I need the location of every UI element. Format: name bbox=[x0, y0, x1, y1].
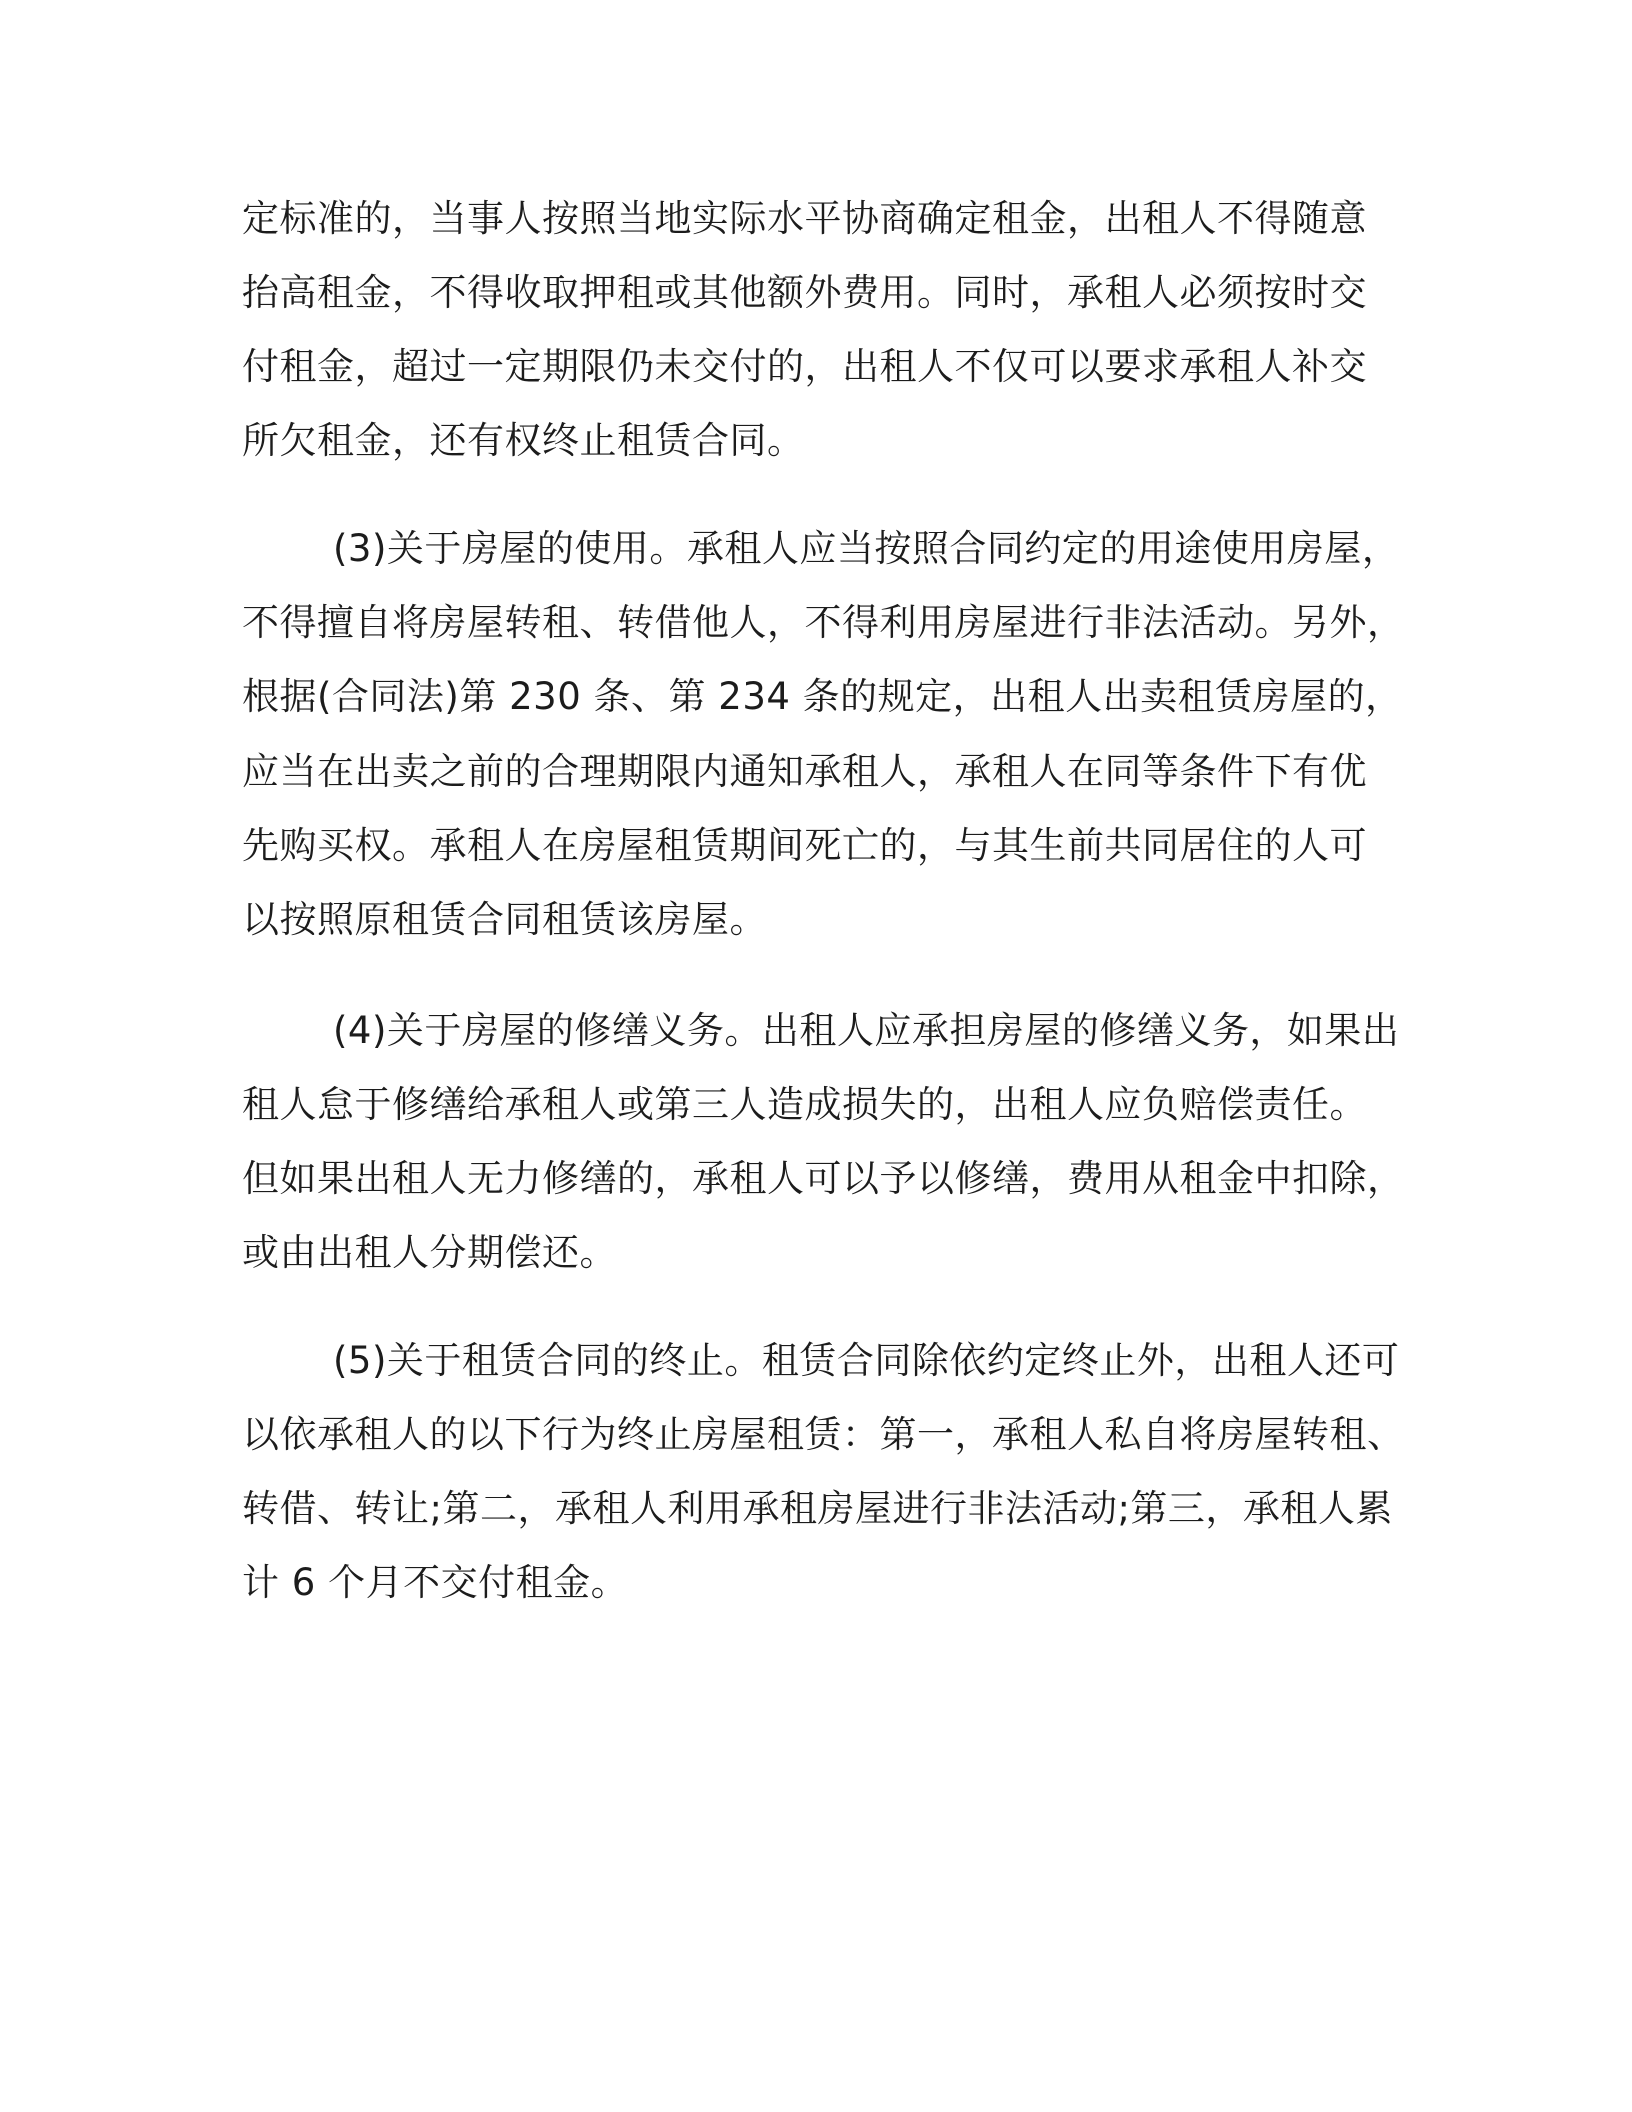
text-line: 计 6 个月不交付租金。 bbox=[242, 1561, 629, 1604]
text-line: 应当在出卖之前的合理期限内通知承租人，承租人在同等条件下有优 bbox=[242, 750, 1367, 793]
text-line: 租人怠于修缮给承租人或第三人造成损失的，出租人应负赔偿责任。 bbox=[242, 1083, 1367, 1126]
text-line: 不得擅自将房屋转租、转借他人，不得利用房屋进行非法活动。另外， bbox=[242, 601, 1405, 644]
text-line: (3)关于房屋的使用。承租人应当按照合同约定的用途使用房屋， bbox=[333, 527, 1400, 570]
text-line: 先购买权。承租人在房屋租赁期间死亡的，与其生前共同居住的人可 bbox=[242, 824, 1367, 867]
text-line: 根据(合同法)第 230 条、第 234 条的规定，出租人出卖租赁房屋的， bbox=[242, 675, 1403, 718]
text-line: (5)关于租赁合同的终止。租赁合同除依约定终止外，出租人还可 bbox=[333, 1339, 1400, 1382]
text-line: 以依承租人的以下行为终止房屋租赁：第一，承租人私自将房屋转租、 bbox=[242, 1413, 1405, 1456]
text-line: 或由出租人分期偿还。 bbox=[242, 1231, 617, 1274]
text-line: 付租金，超过一定期限仍未交付的，出租人不仅可以要求承租人补交 bbox=[242, 345, 1367, 388]
text-line: 所欠租金，还有权终止租赁合同。 bbox=[242, 419, 805, 462]
text-line: 但如果出租人无力修缮的，承租人可以予以修缮，费用从租金中扣除， bbox=[242, 1157, 1405, 1200]
text-line: 抬高租金，不得收取押租或其他额外费用。同时，承租人必须按时交 bbox=[242, 271, 1367, 314]
text-line: (4)关于房屋的修缮义务。出租人应承担房屋的修缮义务，如果出 bbox=[333, 1009, 1400, 1052]
text-line: 以按照原租赁合同租赁该房屋。 bbox=[242, 898, 767, 941]
text-line: 转借、转让;第二，承租人利用承租房屋进行非法活动;第三，承租人累 bbox=[242, 1487, 1393, 1530]
text-line: 定标准的，当事人按照当地实际水平协商确定租金，出租人不得随意 bbox=[242, 197, 1367, 240]
